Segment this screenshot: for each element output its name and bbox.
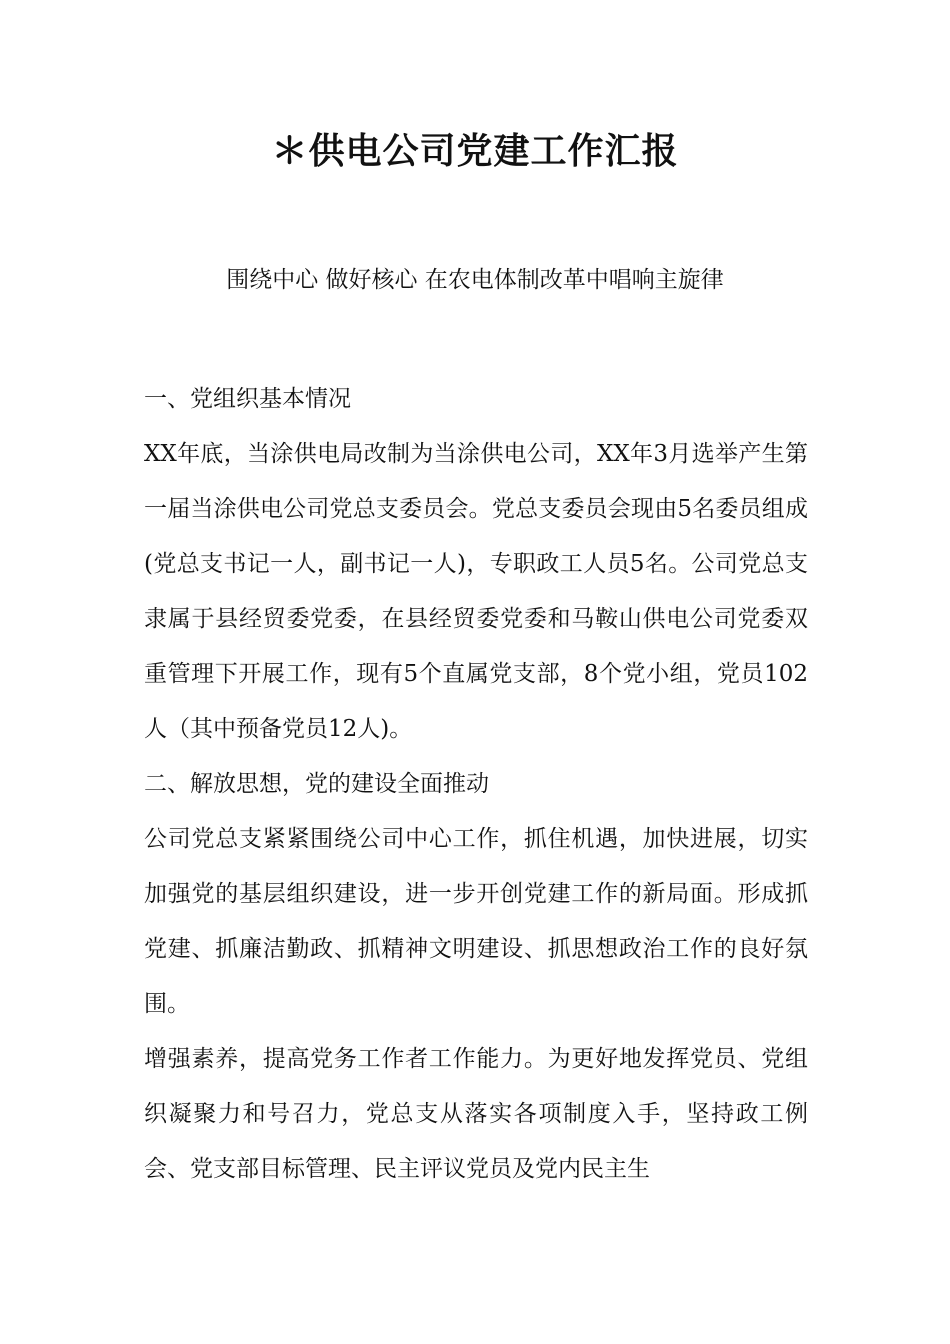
paragraph-3: 增强素养，提高党务工作者工作能力。为更好地发挥党员、党组织凝聚力和号召力，党总支从落实各项制度入手，坚持政工例会、党支部目标管理、民主评议党员及党内民主生	[144, 1046, 808, 1182]
document-title: ＊供电公司党建工作汇报	[271, 131, 679, 172]
section-heading-1: 一、党组织基本情况	[144, 386, 351, 412]
paragraph-1: XX年底，当涂供电局改制为当涂供电公司，XX年3月选举产生第一届当涂供电公司党总支委员会。党总支委员会现由5名委员组成(党总支书记一人，副书记一人)，专职政工人员5名。公司党总支隶属于县经贸委党委，在县经贸委党委和马鞍山供电公司党委双重管理下开展工作，现有5个直属党支部，8个党小组，党员102人（其中预备党员12人)。	[144, 441, 808, 742]
paragraph-2: 公司党总支紧紧围绕公司中心工作，抓住机遇，加快进展，切实加强党的基层组织建设，进一步开创党建工作的新局面。形成抓党建、抓廉洁勤政、抓精神文明建设、抓思想政治工作的良好氛围。	[144, 826, 808, 1017]
document-subtitle: 围绕中心 做好核心 在农电体制改革中唱响主旋律	[226, 267, 724, 293]
section-heading-2: 二、解放思想，党的建设全面推动	[144, 771, 489, 797]
document-body	[144, 372, 808, 1197]
